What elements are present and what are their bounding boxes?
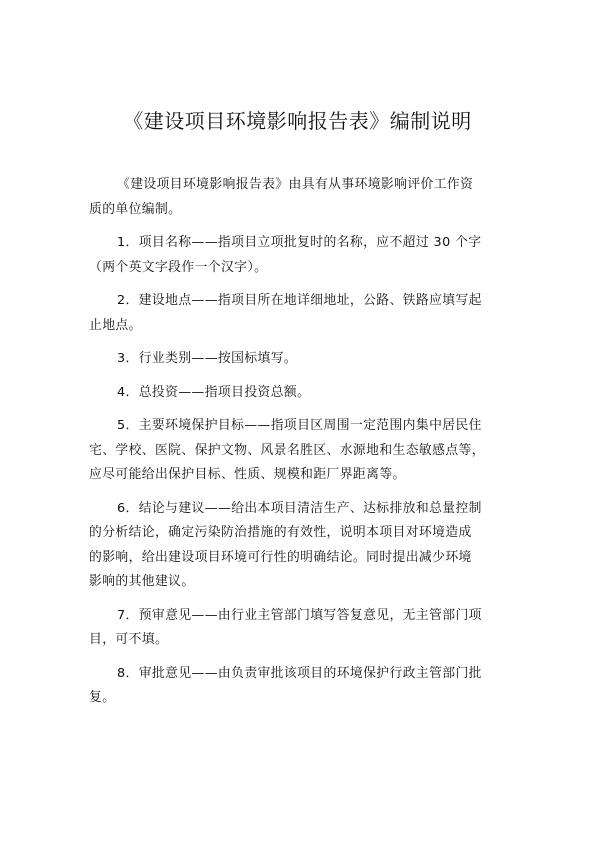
item-paragraph-5 [89,414,505,488]
document-body [89,173,505,720]
paragraph-line: 6．结论与建议——给出本项目清洁生产、达标排放和总量控制 [117,500,482,516]
paragraph-line: 8．审批意见——由负责审批该项目的环境保护行政主管部门批 [117,665,482,681]
paragraph-line: 的影响，给出建设项目环境可行性的明确结论。同时提出减少环境 [89,549,472,565]
paragraph-line: 止地点。 [89,317,142,333]
paragraph-line: 5．主要环境保护目标——指项目区周围一定范围内集中居民住 [117,418,482,433]
item-paragraph-7 [89,604,505,653]
paragraph-line: 7．预审意见——由行业主管部门填写答复意见，无主管部门项 [117,607,482,623]
paragraph-line: 宅、学校、医院、保护文物、风景名胜区、水源地和生态敏感点等， [89,442,485,458]
item-paragraph-1 [89,231,505,280]
document-title: 《建设项目环境影响报告表》编制说明 [123,109,472,133]
item-paragraph-3 [89,347,505,372]
paragraph-line: 质的单位编制。 [89,201,182,217]
paragraph-line: 影响的其他建议。 [89,574,195,589]
paragraph-line: 2．建设地点——指项目所在地详细地址，公路、铁路应填写起 [117,293,482,308]
item-paragraph-6 [89,497,505,595]
paragraph-line: 目，可不填。 [89,632,169,647]
paragraph-line: 应尽可能给出保护目标、性质、规模和距厂界距离等。 [89,467,406,482]
paragraph-line: 1．项目名称——指项目立项批复时的名称，应不超过 30 个字 [117,235,482,250]
paragraph-line: 复。 [89,690,116,705]
item-paragraph-2 [89,289,505,338]
paragraph-line: 4．总投资——指项目投资总额。 [117,384,311,400]
item-paragraph-8 [89,662,505,711]
item-paragraph-4 [89,381,505,406]
paragraph-line: 3．行业类别——按国标填写。 [117,351,298,366]
paragraph-line: 《建设项目环境影响报告表》由具有从事环境影响评价工作资 [117,177,474,192]
intro-paragraph [89,173,505,222]
paragraph-line: 的分析结论，确定污染防治措施的有效性，说明本项目对环境造成 [89,525,472,540]
paragraph-line: （两个英文字段作一个汉字）。 [89,259,268,275]
